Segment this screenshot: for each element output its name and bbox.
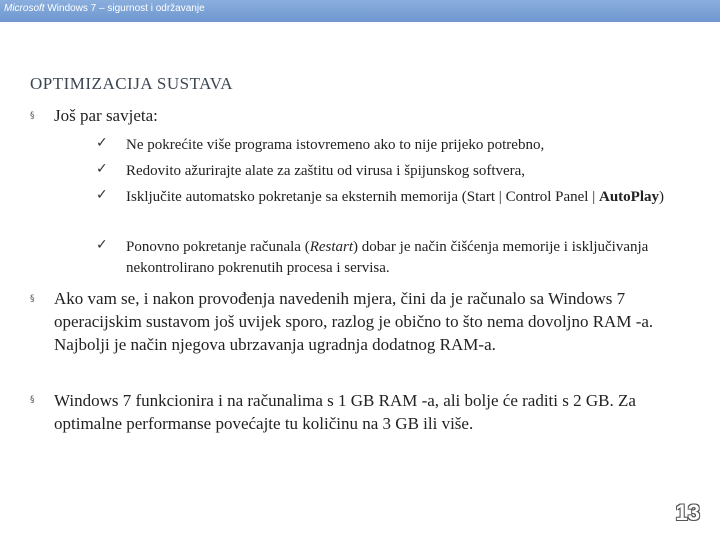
- bullet-ram-requirements: Windows 7 funkcionira i na računalima s 1 GB RAM -a, ali bolje će raditi s 2 GB. Za optimalne performanse povećajte tu količinu na 3 GB ili više.: [54, 391, 636, 433]
- tip-4-restart: Restart: [309, 239, 354, 255]
- check-icon: ✓: [96, 187, 108, 203]
- header-brand: Microsoft: [4, 3, 45, 14]
- tip-3-end: ): [658, 189, 664, 205]
- square-bullet-icon: §: [30, 395, 35, 405]
- tip-item-4: [126, 237, 696, 279]
- slide-title: OPTIMIZACIJA SUSTAVA: [30, 74, 234, 93]
- check-icon: ✓: [96, 161, 108, 177]
- tip-item-3: [126, 187, 696, 208]
- check-icon: ✓: [96, 135, 108, 151]
- tip-item-1: Ne pokrećite više programa istovremeno ako to nije prijeko potrebno,: [126, 137, 545, 153]
- square-bullet-icon: §: [30, 294, 35, 304]
- slide-number: 13: [675, 500, 700, 525]
- tip-3-text: Isključite automatsko pokretanje sa eksternih memorija (Start | Control Panel |: [126, 189, 599, 205]
- check-icon: ✓: [96, 237, 108, 253]
- bullet-intro: Još par savjeta:: [54, 106, 158, 125]
- tip-4-post: ) dobar je način čišćenja memorije i isključivanja nekontrolirano pokrenutih procesa i servisa.: [126, 239, 649, 276]
- tip-3-autoplay: AutoPlay: [598, 189, 659, 205]
- tip-item-2: Redovito ažurirajte alate za zaštitu od virusa i špijunskog softvera,: [126, 163, 526, 179]
- bullet-ram-advice: Ako vam se, i nakon provođenja navedenih mjera, čini da je računalo sa Windows 7 operacijskim sustavom još uvijek sporo, razlog je obično to što nema dovoljno RAM -a. Najbolji je način njegova ubrzavanja ugradnja dodatnog RAM-a.: [54, 289, 654, 354]
- square-bullet-icon: §: [30, 111, 35, 121]
- slide-header-bar: [0, 0, 720, 22]
- header-caption: [4, 3, 205, 14]
- header-subtitle: Windows 7 – sigurnost i održavanje: [44, 3, 205, 14]
- tip-4-pre: Ponovno pokretanje računala (: [126, 239, 310, 255]
